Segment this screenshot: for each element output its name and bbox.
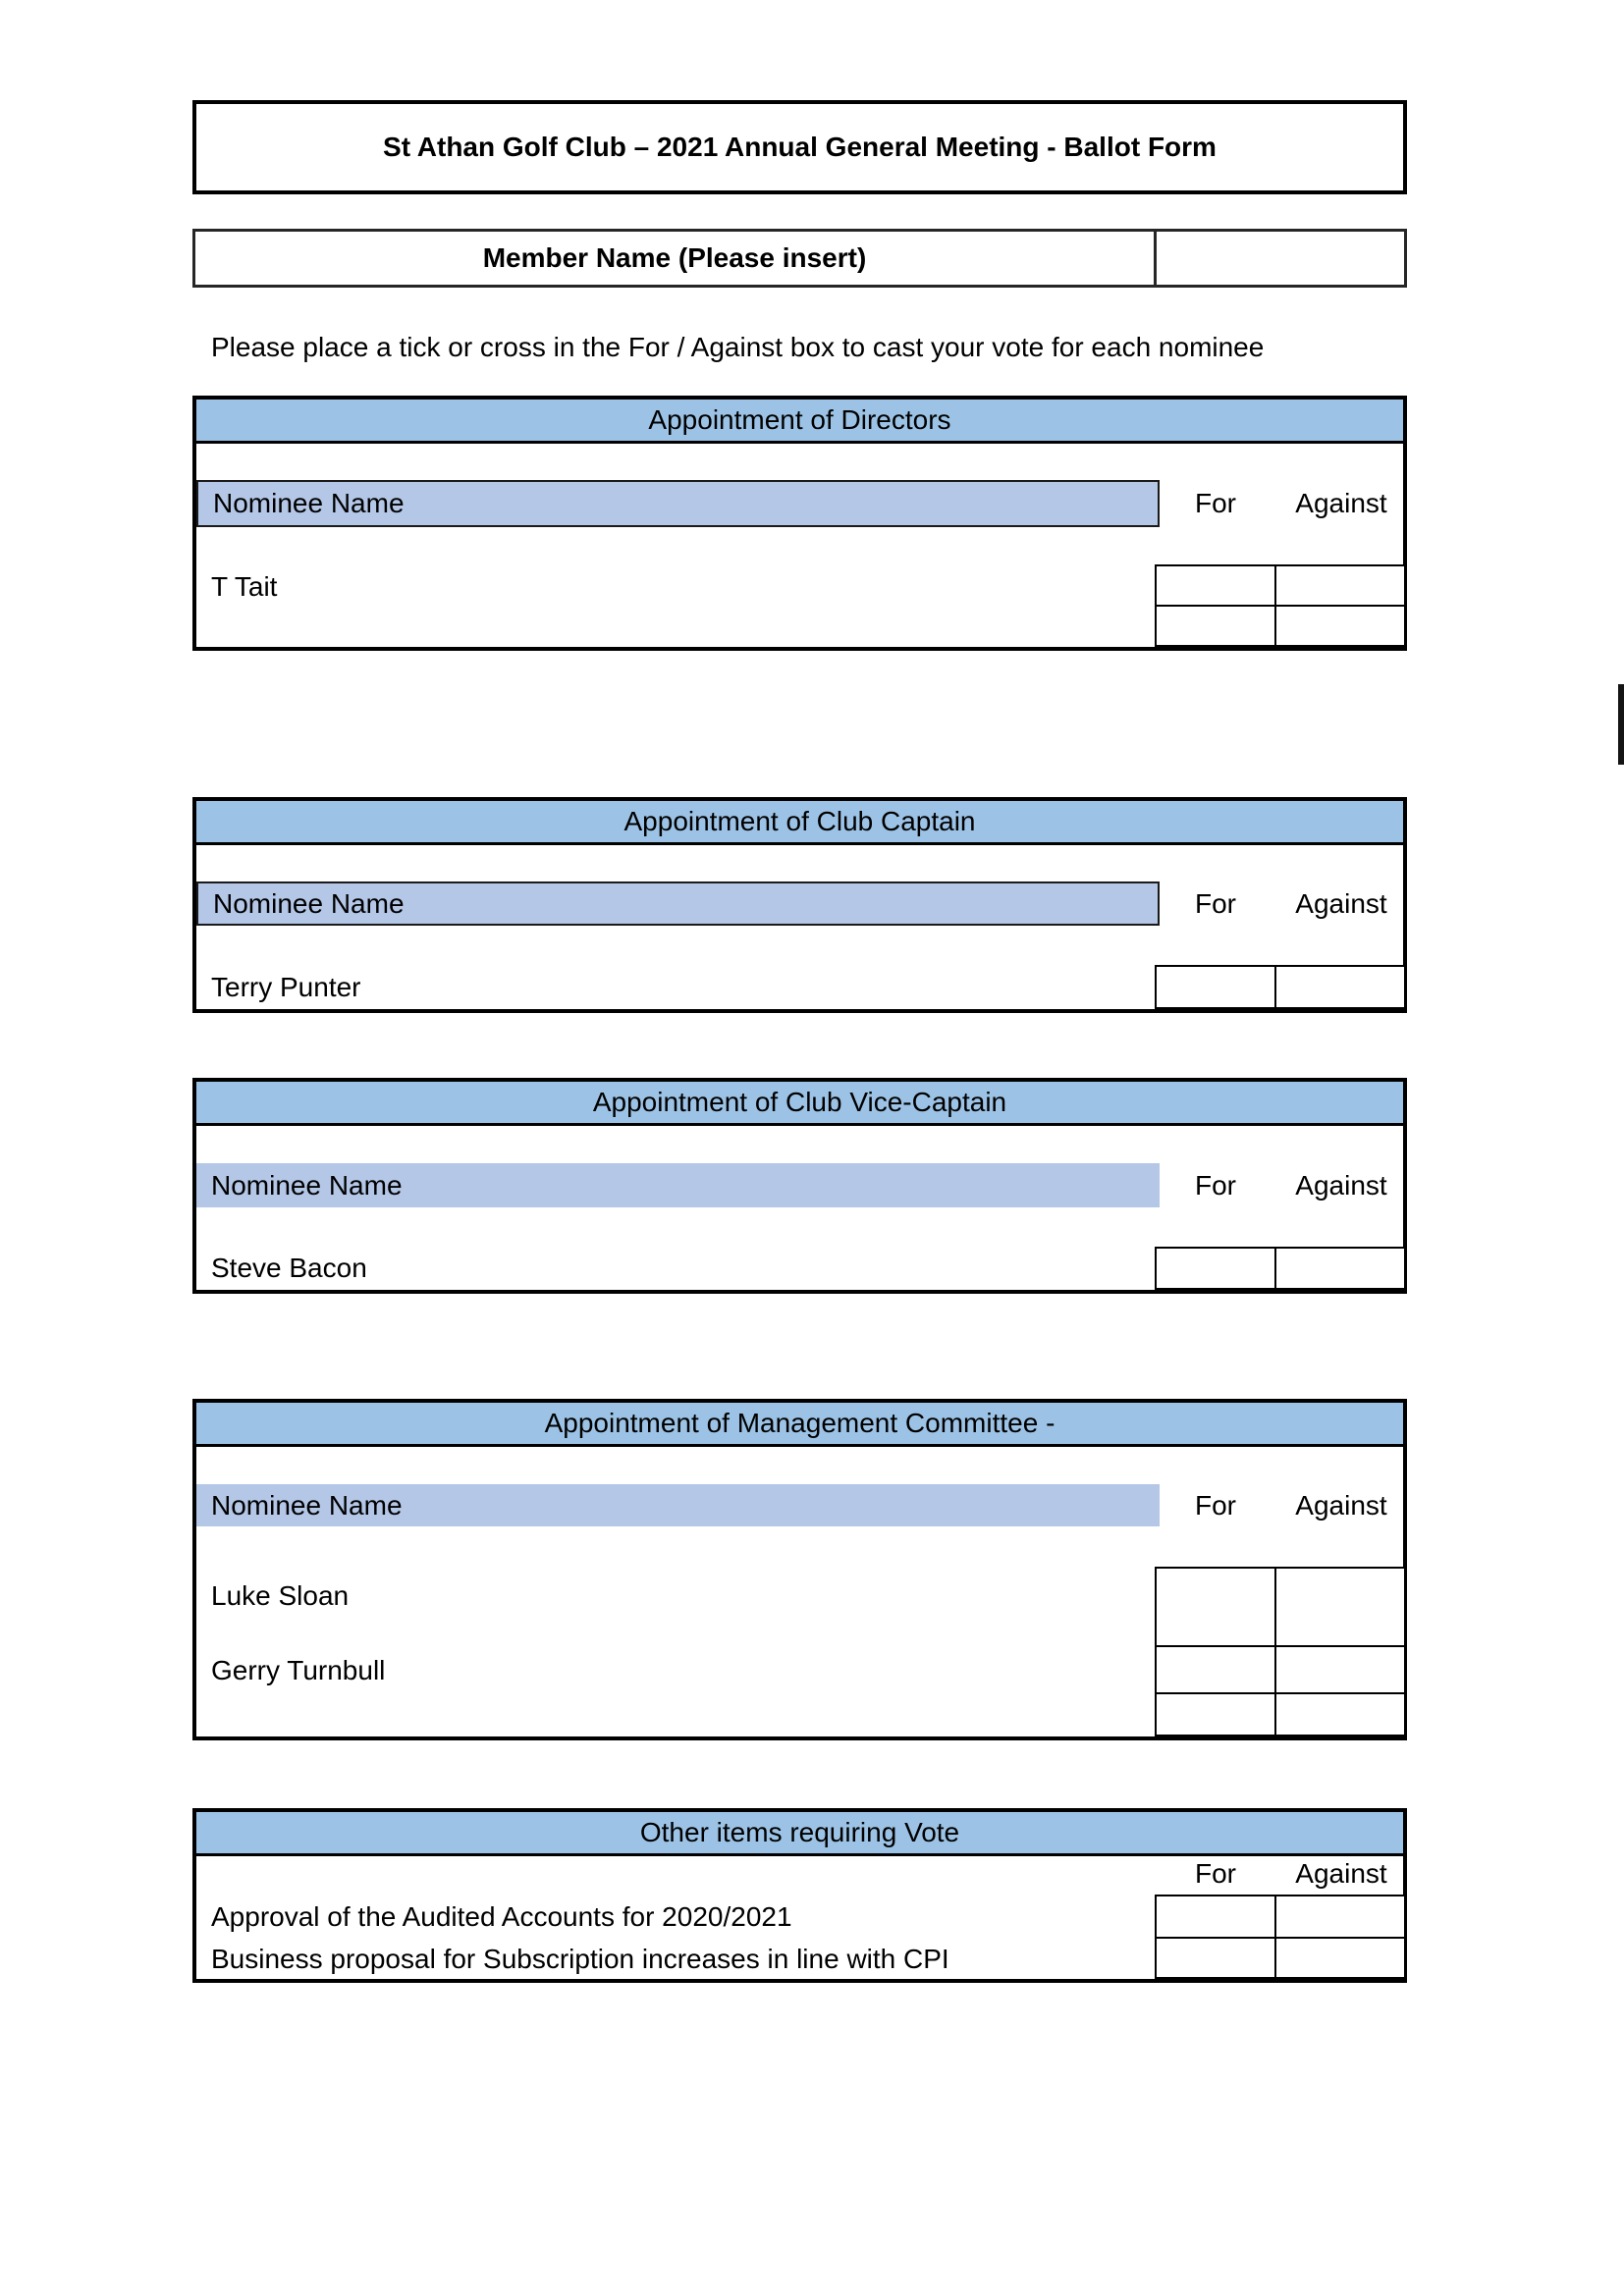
vote-item-label: Business proposal for Subscription increases in line with CPI xyxy=(211,1943,949,1974)
vote-box-for[interactable] xyxy=(1157,967,1276,1007)
vote-box-against[interactable] xyxy=(1276,1939,1404,1977)
form-title-box xyxy=(192,100,1407,194)
nominee-name: Steve Bacon xyxy=(211,1253,367,1283)
nominee-name-header: Nominee Name xyxy=(196,480,1160,527)
vote-box-against[interactable] xyxy=(1276,607,1404,645)
form-title: St Athan Golf Club – 2021 Annual General Meeting - Ballot Form xyxy=(383,132,1217,162)
scrollbar-thumb[interactable] xyxy=(1618,684,1624,765)
for-against-header-row xyxy=(1155,480,1406,527)
member-name-input[interactable] xyxy=(1157,232,1404,285)
vote-box-for[interactable] xyxy=(1157,607,1276,645)
section-other-items xyxy=(192,1808,1407,1983)
for-label: For xyxy=(1195,488,1236,518)
vote-row xyxy=(1157,1647,1404,1694)
section-club-captain-header: Appointment of Club Captain xyxy=(196,801,1403,845)
section-club-vice-captain-header: Appointment of Club Vice-Captain xyxy=(196,1082,1403,1126)
against-label: Against xyxy=(1295,1489,1387,1521)
vote-box-against[interactable] xyxy=(1276,1896,1404,1937)
vote-box-for[interactable] xyxy=(1157,1569,1276,1645)
vote-box-against[interactable] xyxy=(1276,1694,1404,1735)
instruction-text: Please place a tick or cross in the For / Against box to cast your vote for each nominee xyxy=(211,332,1265,362)
for-label: For xyxy=(1195,1169,1236,1201)
section-directors-header: Appointment of Directors xyxy=(196,400,1403,444)
against-label: Against xyxy=(1295,1857,1387,1889)
vote-box-for[interactable] xyxy=(1157,1647,1276,1692)
vote-box-against[interactable] xyxy=(1276,1249,1404,1288)
vote-box-for[interactable] xyxy=(1157,1896,1276,1937)
vote-grid xyxy=(1155,1895,1406,1979)
against-label: Against xyxy=(1295,887,1387,919)
section-club-vice-captain xyxy=(192,1078,1407,1294)
member-name-row xyxy=(192,229,1407,288)
for-label: For xyxy=(1195,887,1236,919)
vote-box-against[interactable] xyxy=(1276,967,1404,1007)
section-management-committee xyxy=(192,1399,1407,1740)
vote-grid xyxy=(1155,1247,1406,1290)
section-management-committee-header: Appointment of Management Committee - xyxy=(196,1403,1403,1447)
nominee-name: Luke Sloan xyxy=(211,1580,350,1611)
nominee-name: T Tait xyxy=(211,570,278,602)
vote-box-for[interactable] xyxy=(1157,1249,1276,1288)
vote-box-against[interactable] xyxy=(1276,1569,1404,1645)
vote-box-against[interactable] xyxy=(1276,1647,1404,1692)
against-label: Against xyxy=(1295,488,1387,518)
vote-row xyxy=(1157,1939,1404,1977)
vote-row xyxy=(1157,607,1404,645)
vote-row xyxy=(1157,1249,1404,1288)
section-directors xyxy=(192,396,1407,651)
for-against-header-row xyxy=(1155,1852,1406,1895)
vote-box-for[interactable] xyxy=(1157,1939,1276,1977)
vote-row xyxy=(1157,1896,1404,1939)
for-against-header-row xyxy=(1155,1163,1406,1207)
for-against-header-row xyxy=(1155,881,1406,926)
nominee-name-header: Nominee Name xyxy=(196,881,1160,926)
section-club-captain xyxy=(192,797,1407,1013)
nominee-name: Terry Punter xyxy=(211,971,361,1002)
vote-box-against[interactable] xyxy=(1276,566,1404,605)
vote-box-for[interactable] xyxy=(1157,566,1276,605)
nominee-name-header: Nominee Name xyxy=(196,1484,1160,1526)
nominee-name: Gerry Turnbull xyxy=(211,1655,386,1685)
vote-grid xyxy=(1155,1567,1406,1736)
section-other-items-header: Other items requiring Vote xyxy=(196,1812,1403,1856)
for-label: For xyxy=(1195,1489,1236,1521)
vote-row xyxy=(1157,1694,1404,1735)
for-label: For xyxy=(1195,1857,1236,1889)
member-name-label: Member Name (Please insert) xyxy=(195,232,1157,285)
vote-item-label: Approval of the Audited Accounts for 2020/2021 xyxy=(211,1900,792,1932)
vote-grid xyxy=(1155,965,1406,1009)
for-against-header-row xyxy=(1155,1484,1406,1526)
against-label: Against xyxy=(1295,1169,1387,1201)
vote-row xyxy=(1157,1569,1404,1647)
vote-box-for[interactable] xyxy=(1157,1694,1276,1735)
nominee-name-header: Nominee Name xyxy=(196,1163,1160,1207)
vote-grid xyxy=(1155,564,1406,647)
vote-row xyxy=(1157,566,1404,607)
vote-row xyxy=(1157,967,1404,1007)
